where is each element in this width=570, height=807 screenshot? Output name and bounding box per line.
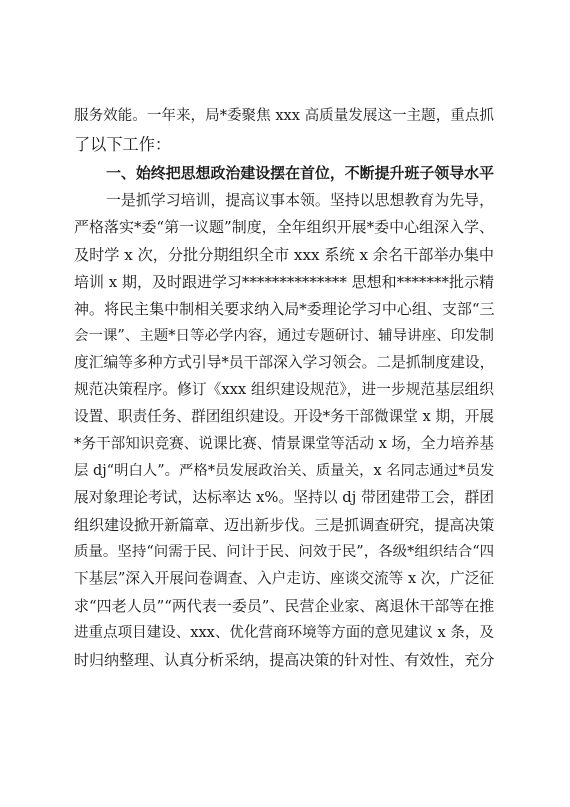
paragraph-line: 会一课”、主题*日等必学内容，通过专题研讨、辅导讲座、印发制 <box>74 328 494 344</box>
paragraph-line: 了以下工作： <box>74 135 172 154</box>
paragraph-line: 下基层”深入开展问卷调查、入户走访、座谈交流等 x 次，广泛征 <box>74 570 494 587</box>
paragraph-line: 严格落实*委“第一议题”制度，全年组织开展*委中心组深入学、 <box>74 218 494 236</box>
paragraph-line: 规范决策程序。修订《xxx 组织建设规范》，进一步规范基层组织 <box>74 381 494 398</box>
paragraph-line: 展对象理论考试，达标率达 x%。坚持以 dj 带团建带工会，群团 <box>74 489 495 506</box>
paragraph-line: 服务效能。一年来，局*委聚焦 xxx 高质量发展这一主题，重点抓 <box>74 107 494 124</box>
paragraph-line: 组织建设掀开新篇章、迈出新步伐。三是抓调查研究，提高决策 <box>74 516 495 534</box>
paragraph-line: 进重点项目建设、xxx、优化营商环境等方面的意见建议 x 条，及 <box>74 625 494 641</box>
paragraph-line: *务干部知识竞赛、说课比赛、情景课堂等活动 x 场，全力培养基 <box>74 435 494 452</box>
paragraph-line: 设置、职责任务、群团组织建设。开设*务干部微课堂 x 期，开展 <box>74 408 494 425</box>
paragraph-line: 层 dj“明白人”。严格*员发展政治关、质量关，x 名同志通过*员发 <box>74 463 495 479</box>
paragraph-line: 及时学 x 次，分批分期组织全市 xxx 系统 x 余名干部举办集中 <box>74 246 494 264</box>
paragraph-line: 求“四老人员”“两代表一委员”、民营企业家、离退休干部等在推 <box>74 597 495 615</box>
section-heading: 一、始终把思想政治建设摆在首位，不断提升班子领导水平 <box>106 164 494 182</box>
paragraph-line: 质量。坚持“问需于民、问计于民、问效于民”，各级*组织结合“四 <box>74 544 495 560</box>
paragraph-line: 一是抓学习培训，提高议事本领。坚持以思想教育为先导， <box>106 191 494 209</box>
paragraph-line: 度汇编等多种方式引导*员干部深入学习领会。二是抓制度建设， <box>74 354 495 371</box>
paragraph-line: 时归纳整理、认真分析采纳，提高决策的针对性、有效性，充分 <box>74 651 495 669</box>
paragraph-line: 神。将民主集中制相关要求纳入局*委理论学习中心组、支部“三 <box>74 300 495 318</box>
paragraph-line: 培训 x 期，及时跟进学习************** 思想和*******批示精 <box>74 273 494 291</box>
